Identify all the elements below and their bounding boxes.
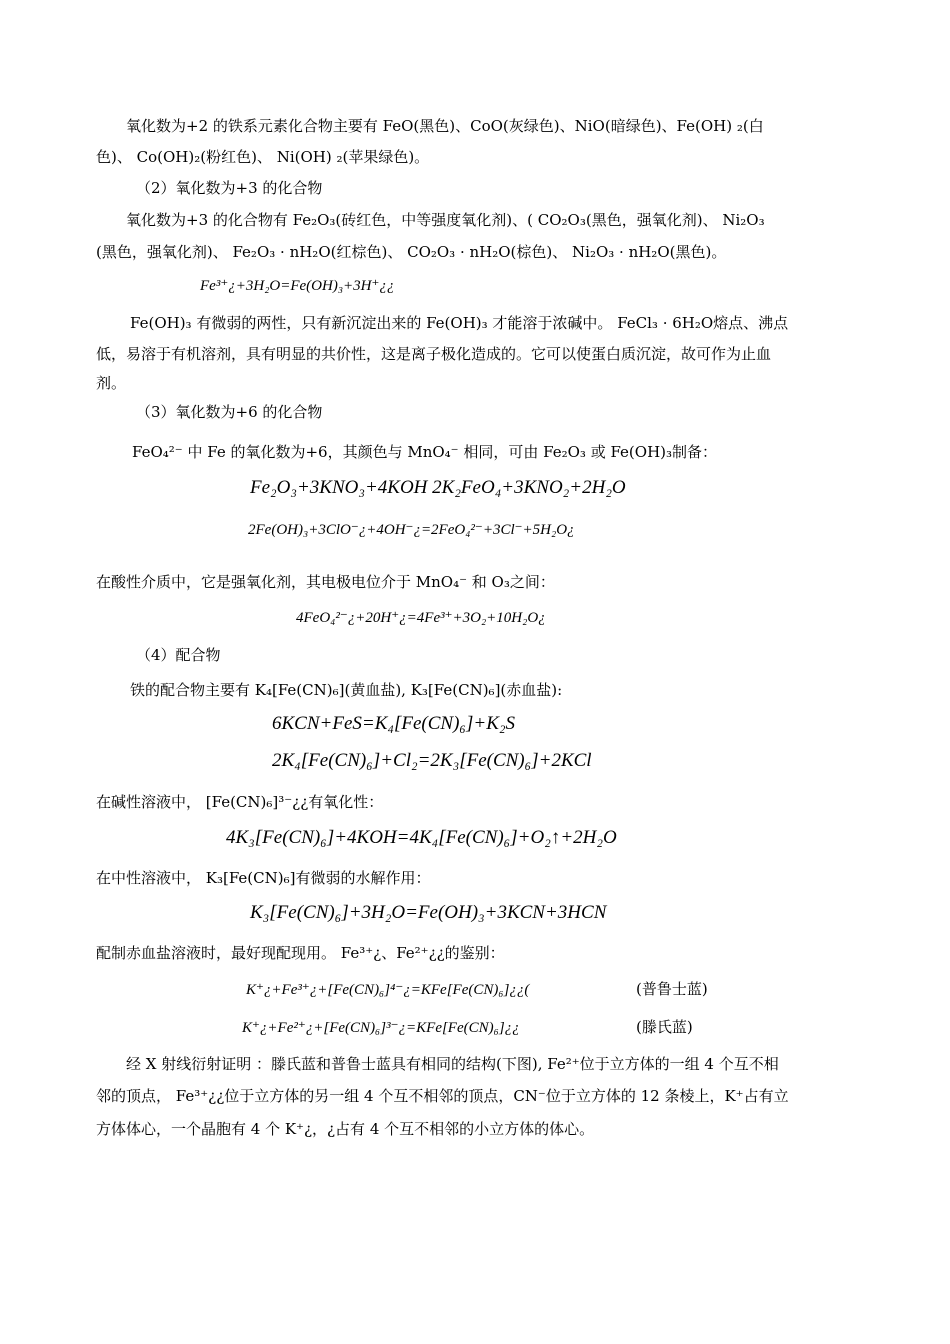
paragraph-line: 氧化数为+2 的铁系元素化合物主要有 FeO(黑色)、CoO(灰绿色)、NiO(暗绿色)、Fe(OH) ₂(白 xyxy=(126,117,764,135)
paragraph-line: (黑色，强氧化剂)、 Fe₂O₃ · nH₂O(红棕色)、 CO₂O₃ · nH₂O(棕色)、 Ni₂O₃ · nH₂O(黑色)。 xyxy=(96,243,727,261)
equation: 6KCN+FeS=K₄[Fe(CN)₆]+K₂S xyxy=(272,713,516,734)
equation: 4FeO₄²⁻¿+20H⁺¿=4Fe³⁺+3O₂+10H₂O¿ xyxy=(296,610,546,626)
paragraph-line: 在碱性溶液中， [Fe(CN)₆]³⁻¿¿有氧化性： xyxy=(96,793,384,811)
equation: K⁺¿+Fe²⁺¿+[Fe(CN)₆]³⁻¿=KFe[Fe(CN)₆]¿¿ xyxy=(242,1020,520,1036)
equation: K₃[Fe(CN)₆]+3H₂O=Fe(OH)₃+3KCN+3HCN xyxy=(250,902,607,923)
paragraph-line: FeO₄²⁻ 中 Fe 的氧化数为+6，其颜色与 MnO₄⁻ 相同，可由 Fe₂O₃ 或 Fe(OH)₃制备： xyxy=(132,443,718,461)
paragraph-line: 剂。 xyxy=(96,374,127,392)
paragraph-line: 在中性溶液中， K₃[Fe(CN)₆]有微弱的水解作用： xyxy=(96,869,431,887)
section-heading: （3）氧化数为+6 的化合物 xyxy=(136,403,323,421)
equation: 2Fe(OH)₃+3ClO⁻¿+4OH⁻¿=2FeO₄²⁻+3Cl⁻+5H₂O¿ xyxy=(248,522,575,538)
paragraph-line: 氧化数为+3 的化合物有 Fe₂O₃(砖红色，中等强度氧化剂)、( CO₂O₃(黑色，强氧化剂)、 Ni₂O₃ xyxy=(126,211,765,229)
equation: 2K₄[Fe(CN)₆]+Cl₂=2K₃[Fe(CN)₆]+2KCl xyxy=(272,750,592,771)
paragraph-line: 低，易溶于有机溶剂，具有明显的共价性，这是离子极化造成的。它可以使蛋白质沉淀，故可作为止血 xyxy=(96,345,772,363)
equation: Fe³⁺¿+3H₂O=Fe(OH)₃+3H⁺¿¿ xyxy=(200,278,395,294)
paragraph-line: 色)、 Co(OH)₂(粉红色)、 Ni(OH) ₂(苹果绿色)。 xyxy=(96,148,430,166)
section-heading: （4）配合物 xyxy=(136,646,221,664)
equation-label: (滕氏蓝) xyxy=(636,1018,693,1036)
paragraph-line: 在酸性介质中，它是强氧化剂，其电极电位介于 MnO₄⁻ 和 O₃之间： xyxy=(96,573,555,591)
paragraph-line: 配制赤血盐溶液时，最好现配现用。 Fe³⁺¿、Fe²⁺¿¿的鉴别： xyxy=(96,944,505,962)
paragraph-line: 经 X 射线衍射证明 ：滕氏蓝和普鲁士蓝具有相同的结构(下图), Fe²⁺位于立方体的一组 4 个互不相 xyxy=(126,1055,779,1073)
paragraph-line: 邻的顶点， Fe³⁺¿¿位于立方体的另一组 4 个互不相邻的顶点，CN⁻位于立方体的 12 条棱上，K⁺占有立 xyxy=(96,1087,789,1105)
section-heading: （2）氧化数为+3 的化合物 xyxy=(136,179,323,197)
equation: K⁺¿+Fe³⁺¿+[Fe(CN)₆]⁴⁻¿=KFe[Fe(CN)₆]¿¿( xyxy=(246,982,530,998)
equation: Fe₂O₃+3KNO₃+4KOH 2K₂FeO₄+3KNO₂+2H₂O xyxy=(250,477,626,498)
paragraph-line: 铁的配合物主要有 K₄[Fe(CN)₆](黄血盐), K₃[Fe(CN)₆](赤血盐): xyxy=(130,681,563,699)
equation: 4K₃[Fe(CN)₆]+4KOH=4K₄[Fe(CN)₆]+O₂↑+2H₂O xyxy=(226,827,617,848)
equation-label: (普鲁士蓝) xyxy=(636,980,708,998)
paragraph-line: Fe(OH)₃ 有微弱的两性，只有新沉淀出来的 Fe(OH)₃ 才能溶于浓碱中。 FeCl₃ · 6H₂O熔点、沸点 xyxy=(130,314,789,332)
paragraph-line: 方体体心，一个晶胞有 4 个 K⁺¿，¿占有 4 个互不相邻的小立方体的体心。 xyxy=(96,1120,595,1138)
